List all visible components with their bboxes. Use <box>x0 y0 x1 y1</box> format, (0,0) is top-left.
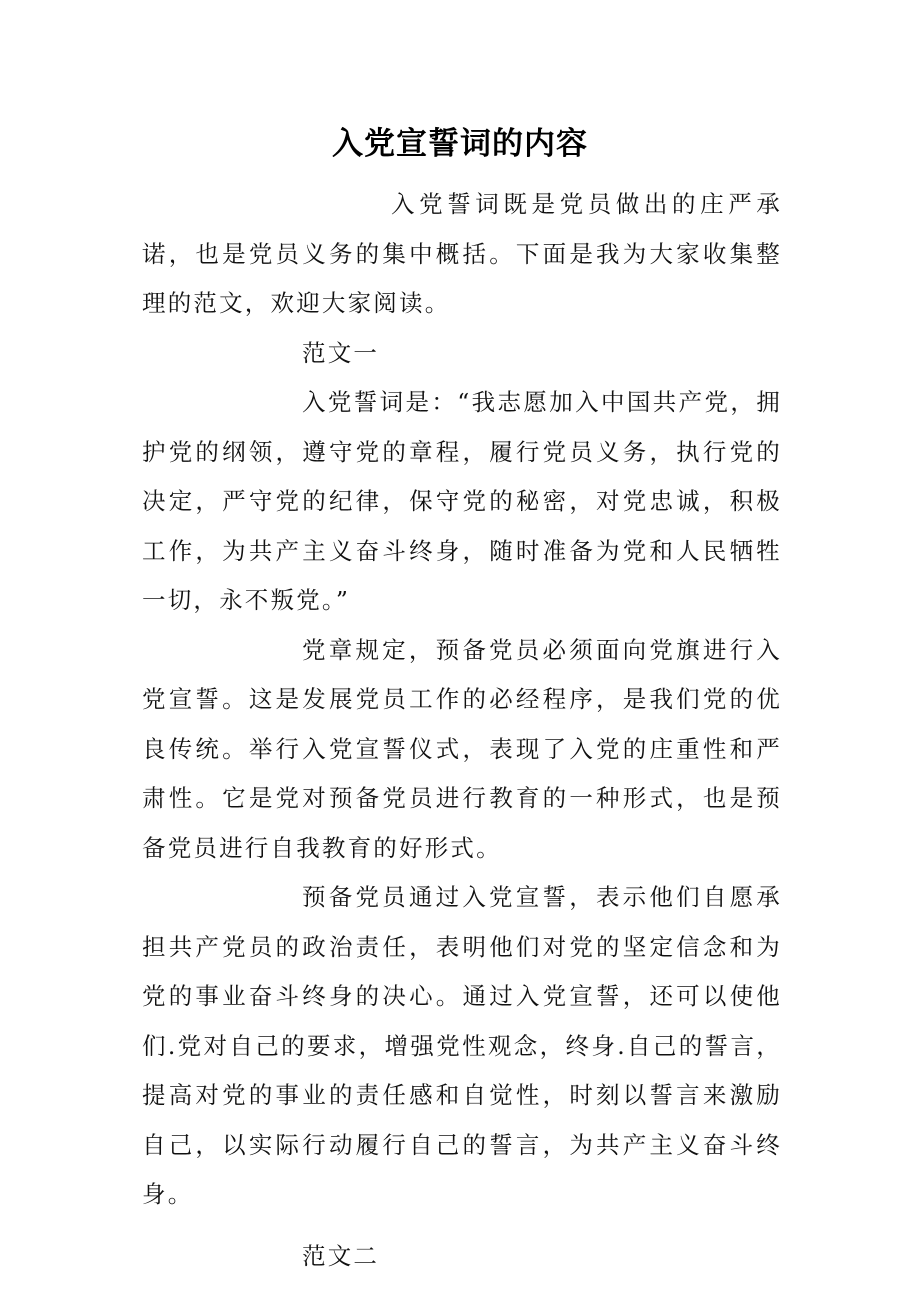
document-title: 入党宣誓词的内容 <box>332 126 588 162</box>
section-heading-2: 范文二 <box>302 1241 380 1270</box>
body-paragraph-3: 预备党员通过入党宣誓，表示他们自愿承担共产党员的政治责任，表明他们对党的坚定信念和为党的事业奋斗终身的决心。通过入党宣誓，还可以使他们.党对自己的要求，增强党性观念，终身.自己的誓言，提高对党的事业的责任感和自觉性，时刻以誓言来激励自己，以实际行动履行自己的誓言，为共产主义奋斗终身。 <box>142 883 782 1208</box>
body-paragraph-2: 党章规定，预备党员必须面向党旗进行入党宣誓。这是发展党员工作的必经程序，是我们党的优良传统。举行入党宣誓仪式，表现了入党的庄重性和严肃性。它是党对预备党员进行教育的一种形式，也是预备党员进行自我教育的好形式。 <box>142 635 782 862</box>
body-paragraph-1: 入党誓词是：“我志愿加入中国共产党，拥护党的纲领，遵守党的章程，履行党员义务，执行党的决定，严守党的纪律，保守党的秘密，对党忠诚，积极工作，为共产主义奋斗终身，随时准备为党和人民牺牲一切，永不叛党。” <box>142 388 782 614</box>
intro-paragraph: 入党誓词既是党员做出的庄严承诺，也是党员义务的集中概括。下面是我为大家收集整理的范文，欢迎大家阅读。 <box>142 190 782 317</box>
document-body <box>142 180 782 1281</box>
section-heading-1: 范文一 <box>302 338 380 367</box>
